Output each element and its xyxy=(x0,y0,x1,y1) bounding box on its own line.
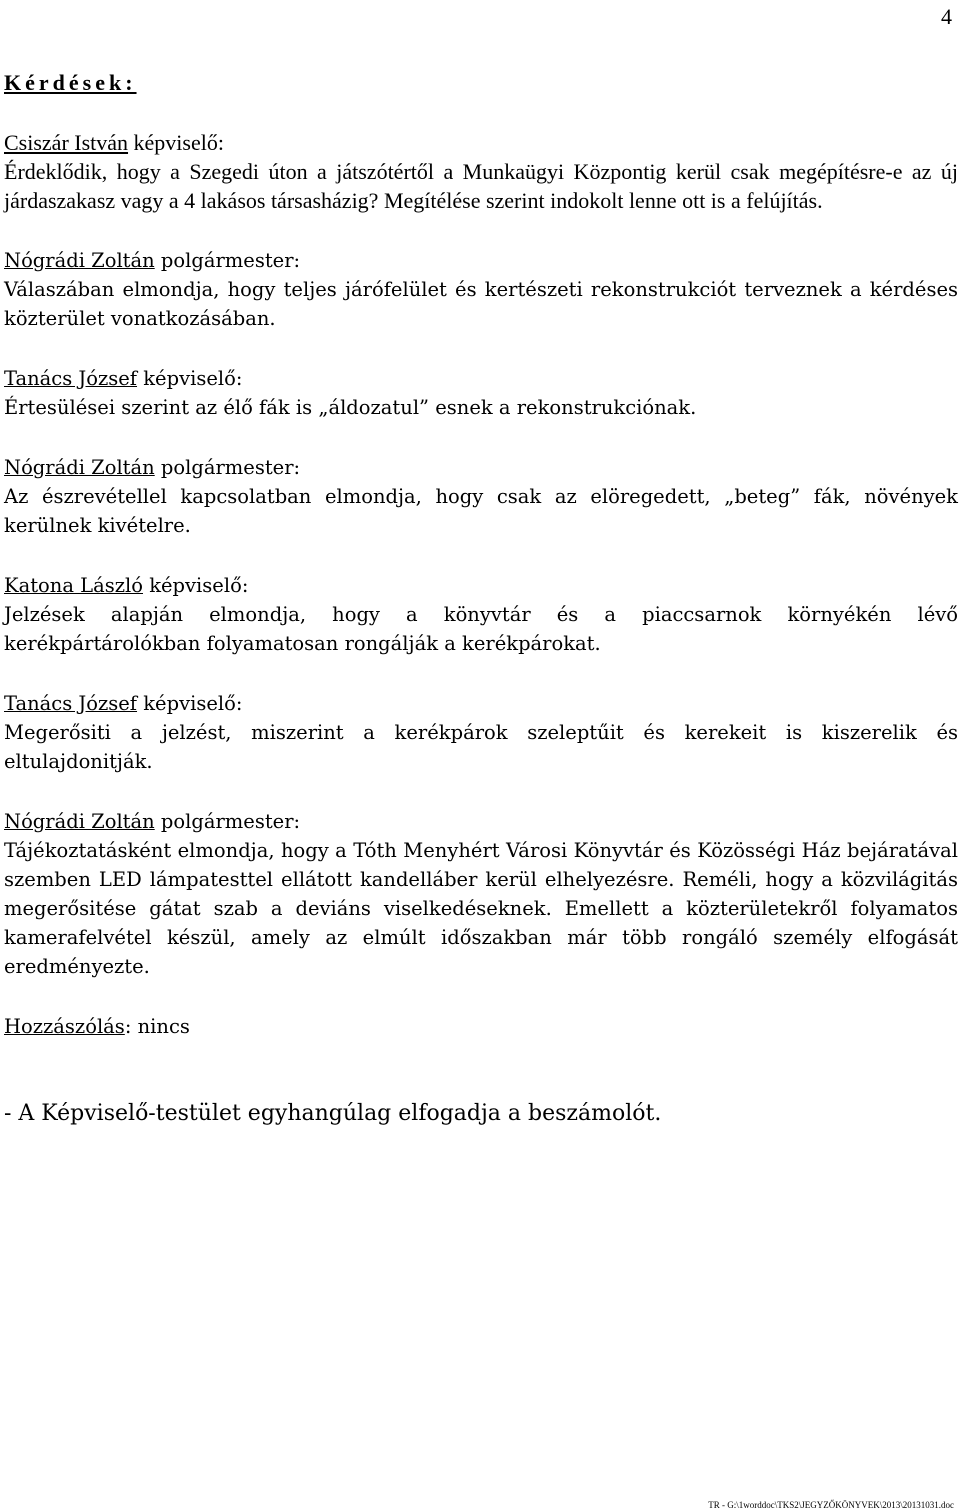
speaker-name: Nógrádi Zoltán xyxy=(4,456,155,479)
entry-4 xyxy=(4,453,958,540)
speaker-line xyxy=(4,807,958,836)
speaker-role: képviselő: xyxy=(149,574,249,597)
entry-6 xyxy=(4,689,958,776)
document-body xyxy=(4,68,958,1128)
comment-value: nincs xyxy=(137,1015,190,1038)
speaker-line xyxy=(4,246,958,275)
comment-label: Hozzászólás xyxy=(4,1015,125,1038)
questions-heading: Kérdések: xyxy=(4,70,137,95)
speaker-line xyxy=(4,689,958,718)
entry-text: Jelzések alapján elmondja, hogy a könyvtár és a piaccsarnok környékén lévő kerékpártárolókban folyamatosan rongálják a kerékpárokat. xyxy=(4,603,958,655)
comment-colon: : xyxy=(124,1015,132,1038)
speaker-line xyxy=(4,571,958,600)
comment-line xyxy=(4,1012,958,1041)
footer-filepath: TR - G:\1worddoc\TKS2\JEGYZŐKÖNYVEK\2013\20131031.doc xyxy=(708,1500,954,1510)
speaker-name: Katona László xyxy=(4,574,143,597)
speaker-role: képviselő: xyxy=(133,130,224,155)
speaker-name: Tanács József xyxy=(4,367,138,390)
entry-text: Tájékoztatásként elmondja, hogy a Tóth Menyhért Városi Könyvtár és Közösségi Ház bejáratával szemben LED lámpatesttel ellátott kandelláber kerül elhelyezésre. Reméli, hogy a közvilágitás megerősitése gátat szab a deviáns viselkedéseknek. Emellett a közterületekről folyamatos kamerafelvétel készül, amely az elmúlt időszakban már több rongáló személy elfogását eredményezte. xyxy=(4,839,958,978)
speaker-line xyxy=(4,453,958,482)
speaker-role: polgármester: xyxy=(160,456,301,479)
speaker-name: Nógrádi Zoltán xyxy=(4,810,155,833)
entry-text: Az észrevétellel kapcsolatban elmondja, hogy csak az elöregedett, „beteg” fák, növények kerülnek kivételre. xyxy=(4,485,958,537)
entry-7 xyxy=(4,807,958,981)
speaker-role: képviselő: xyxy=(143,367,243,390)
speaker-line xyxy=(4,128,958,157)
speaker-name: Csiszár István xyxy=(4,130,129,155)
speaker-name: Nógrádi Zoltán xyxy=(4,249,155,272)
page-number: 4 xyxy=(941,4,952,29)
entry-text: Értesülései szerint az élő fák is „áldozatul” esnek a rekonstrukciónak. xyxy=(4,396,697,419)
speaker-name: Tanács József xyxy=(4,692,138,715)
speaker-role: polgármester: xyxy=(160,249,301,272)
entry-5 xyxy=(4,571,958,658)
entry-2 xyxy=(4,246,958,333)
speaker-line xyxy=(4,364,958,393)
conclusion: - A Képviselő-testület egyhangúlag elfogadja a beszámolót. xyxy=(4,1101,662,1126)
entry-3 xyxy=(4,364,958,422)
speaker-role: képviselő: xyxy=(143,692,243,715)
entry-1 xyxy=(4,128,958,215)
entry-text: Megerősiti a jelzést, miszerint a kerékpárok szeleptűit és kerekeit is kiszerelik és eltulajdonitják. xyxy=(4,721,958,773)
entry-text: Érdeklődik, hogy a Szegedi úton a játszótértől a Munkaügyi Központig kerül csak megépítésre-e az új járdaszakasz vagy a 4 lakásos társasházig? Megítélése szerint indokolt lenne ott is a felújítás. xyxy=(4,159,958,213)
speaker-role: polgármester: xyxy=(160,810,301,833)
entry-text: Válaszában elmondja, hogy teljes járófelület és kertészeti rekonstrukciót terveznek a kérdéses közterület vonatkozásában. xyxy=(4,278,958,330)
